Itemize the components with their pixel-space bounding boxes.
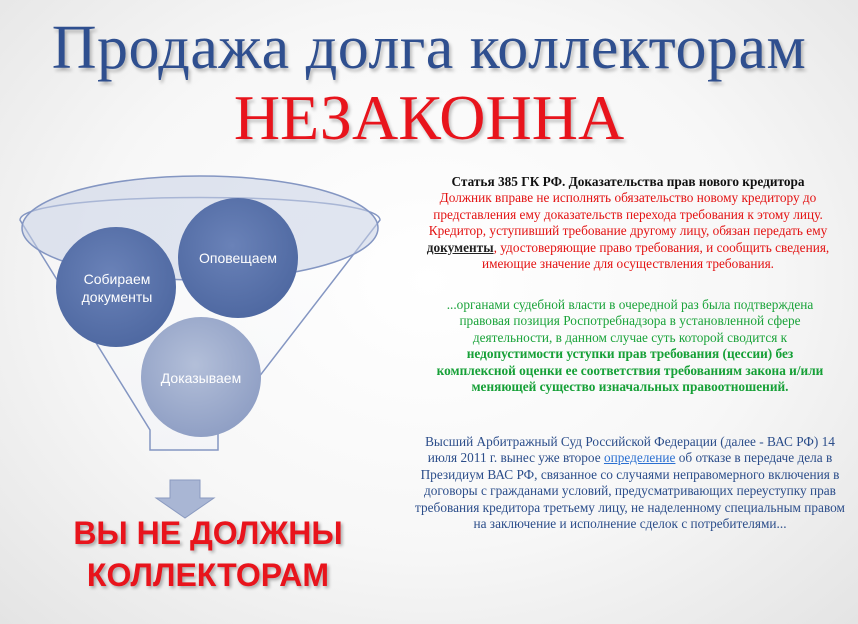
- bubble-label-notify: Оповещаем: [198, 250, 278, 266]
- article-para2-after: , удостоверяющие право требования, и сообщить сведения, имеющие значение для осуществления требования.: [481, 239, 830, 272]
- conclusion-text: [38, 512, 378, 596]
- documents-link[interactable]: документы: [426, 239, 494, 255]
- vas-text-before: Высший Арбитражный Суд Российской Федерации (далее - ВАС РФ) 14 июля 2011 г. вынес уже второе: [425, 434, 835, 466]
- title-line1: Продажа долга коллекторам: [51, 14, 807, 82]
- vas-text-after: об отказе в передаче дела в Президиум ВАС РФ, связанное со случаями неправомерного включения в договоры с гражданами условий, предусматривающих переуступку прав требования кредитора третьему лицу, не наделенному специальным правом на заключение и исполнение сделок с потребителями...: [415, 450, 845, 532]
- article-heading: Статья 385 ГК РФ. Доказательства прав нового кредитора: [451, 174, 805, 189]
- conclusion-line2: КОЛЛЕКТОРАМ: [86, 557, 330, 593]
- court-text-bold: недопустимости уступки прав требования (цессии) без комплексной оценки ее соответствия требованиям закона и/или меняющей существо изначальных правоотношений.: [436, 346, 824, 395]
- bubble-label-prove: Доказываем: [160, 370, 242, 386]
- definition-link[interactable]: определение: [603, 450, 676, 466]
- court-text: ...органами судебной власти в очередной раз была подтверждена правовая позиция Роспотребнадзора в установленной сфере деятельности, в данном случае суть которой сводится к: [446, 297, 814, 345]
- bubble-label-collect: Собираем документы: [81, 271, 153, 305]
- vas-block: [410, 434, 850, 532]
- article-para2: [398, 223, 858, 272]
- article-block: [398, 174, 858, 272]
- conclusion-line1: ВЫ НЕ ДОЛЖНЫ: [73, 515, 343, 551]
- court-block: [430, 297, 830, 395]
- article-para1: Должник вправе не исполнять обязательство новому кредитору до представления ему доказательств перехода требования к этому лицу.: [433, 190, 823, 222]
- title-line2: НЕЗАКОННА: [233, 82, 625, 153]
- article-para2-before: Кредитор, уступивший требование другому лицу, обязан передать ему: [428, 223, 828, 239]
- funnel-diagram: [0, 150, 400, 520]
